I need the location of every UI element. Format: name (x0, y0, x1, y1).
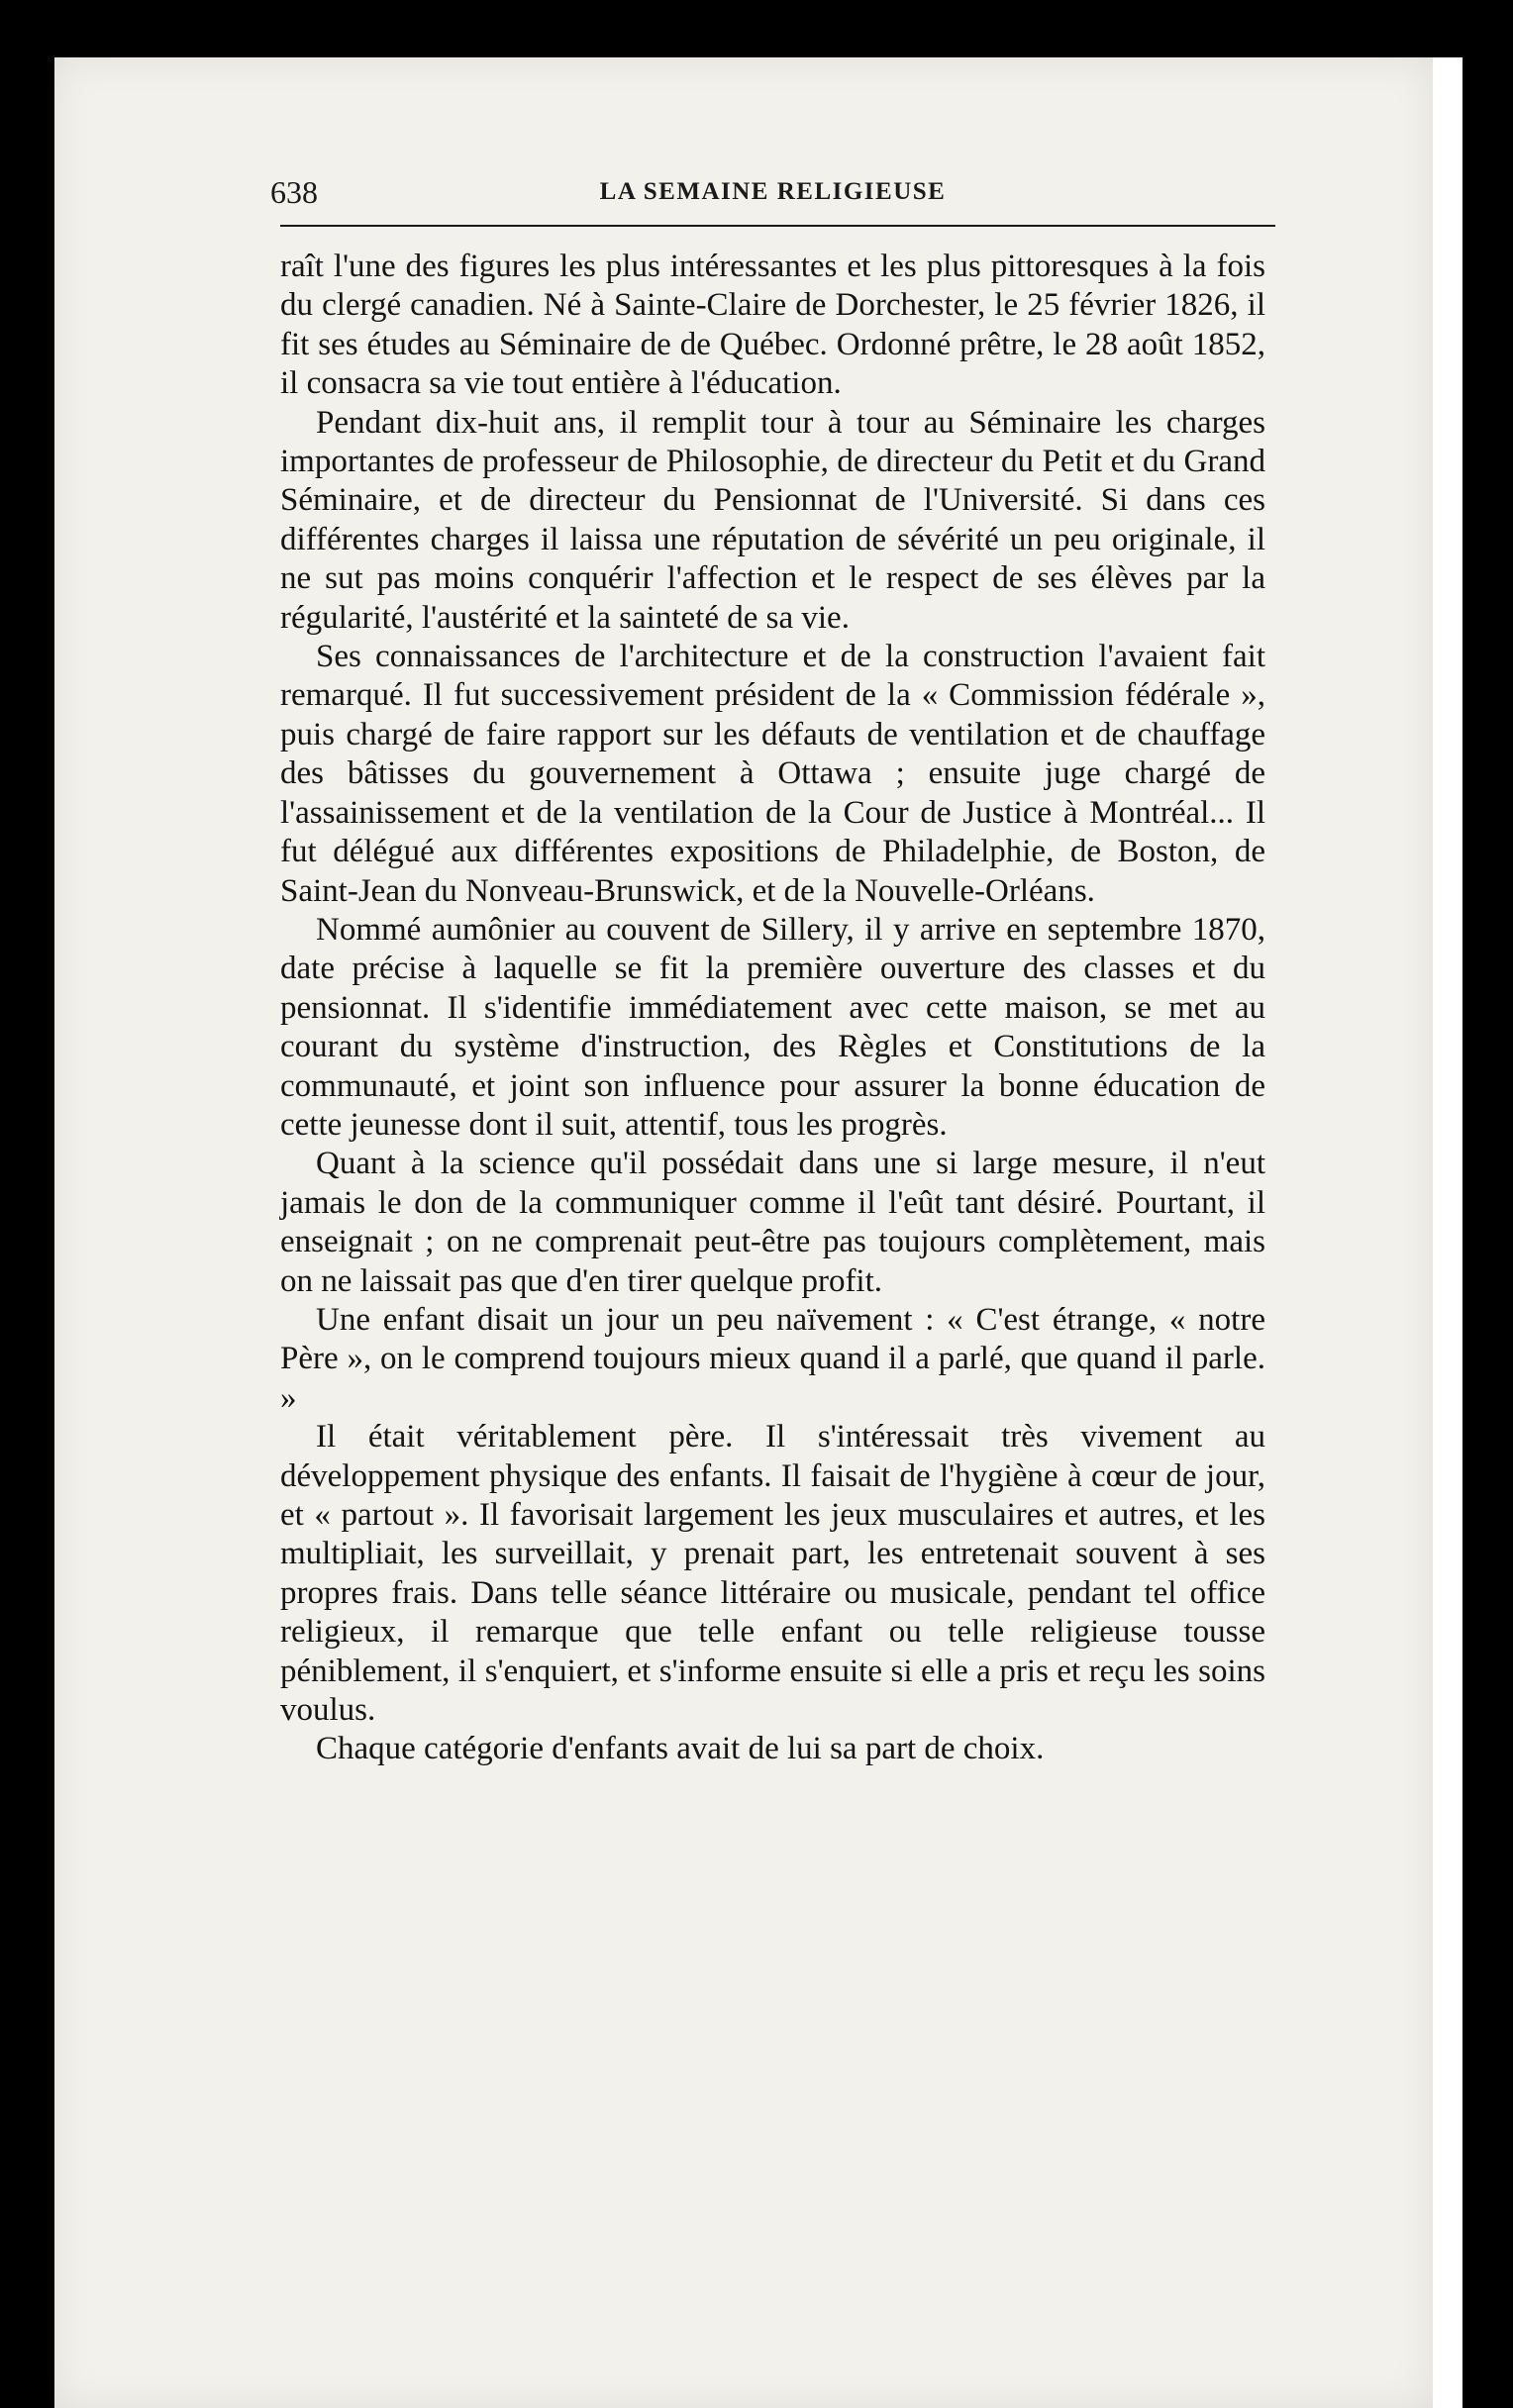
header-rule (280, 225, 1275, 227)
paragraph: Quant à la science qu'il possédait dans une si large mesure, il n'eut jamais le don de la communiquer comme il l'eût tant désiré. Pourtant, il enseignait ; on ne comprenait peut-être pas toujours complètement, mais on ne laissait pas que d'en tirer quelque profit. (280, 1146, 1265, 1299)
page-edge (1433, 57, 1463, 2408)
paragraph: raît l'une des figures les plus intéressantes et les plus pittoresques à la fois du clergé canadien. Né à Sainte-Claire de Dorchester, le 25 février 1826, il fit ses études au Séminaire de de Québec. Ordonné prêtre, le 28 août 1852, il consacra sa vie tout entière à l'éducation. (280, 249, 1265, 402)
paragraph: Pendant dix-huit ans, il remplit tour à tour au Séminaire les charges importantes de professeur de Philosophie, de directeur du Petit et du Grand Séminaire, et de directeur du Pensionnat de l'Université. Si dans ces différentes charges il laissa une réputation de sévérité un peu originale, il ne sut pas moins conquérir l'affection et le respect de ses élèves par la régularité, l'austérité et la sainteté de sa vie. (280, 404, 1265, 636)
body-text (280, 248, 1265, 1769)
paragraph: Il était véritablement père. Il s'intéressait très vivement au développement physique des enfants. Il faisait de l'hygiène à cœur de jour, et « partout ». Il favorisait largement les jeux musculaires et autres, et les multipliait, les surveillait, y prenait part, les entretenait souvent à ses propres frais. Dans telle séance littéraire ou musicale, pendant tel office religieux, il remarque que telle enfant ou telle religieuse tousse péniblement, il s'enquiert, et s'informe ensuite si elle a pris et reçu les soins voulus. (280, 1419, 1265, 1729)
facing-page-shadow (1463, 57, 1513, 2408)
paragraph: Nommé aumônier au couvent de Sillery, il y arrive en septembre 1870, date précise à laquelle se fit la première ouverture des classes et du pensionnat. Il s'identifie immédiatement avec cette maison, se met au courant du système d'instruction, des Règles et Constitutions de la communauté, et joint son influence pour assurer la bonne éducation de cette jeunesse dont il suit, attentif, tous les progrès. (280, 911, 1265, 1143)
paragraph: Ses connaissances de l'architecture et de la construction l'avaient fait remarqué. Il fut successivement président de la « Commission fédérale », puis chargé de faire rapport sur les défauts de ventilation et de chauffage des bâtisses du gouvernement à Ottawa ; ensuite juge chargé de l'assainissement et de la ventilation de la Cour de Justice à Montréal... Il fut délégué aux différentes expositions de Philadelphie, de Boston, de Saint-Jean du Nonveau-Brunswick, et de la Nouvelle-Orléans. (280, 639, 1265, 909)
running-title: LA SEMAINE RELIGIEUSE (599, 178, 947, 205)
paragraph: Une enfant disait un jour un peu naïvement : « C'est étrange, « notre Père », on le comprend toujours mieux quand il a parlé, que quand il parle. » (280, 1301, 1265, 1416)
paragraph: Chaque catégorie d'enfants avait de lui sa part de choix. (316, 1731, 1045, 1767)
page-number: 638 (270, 174, 318, 210)
page-header (270, 168, 1275, 216)
